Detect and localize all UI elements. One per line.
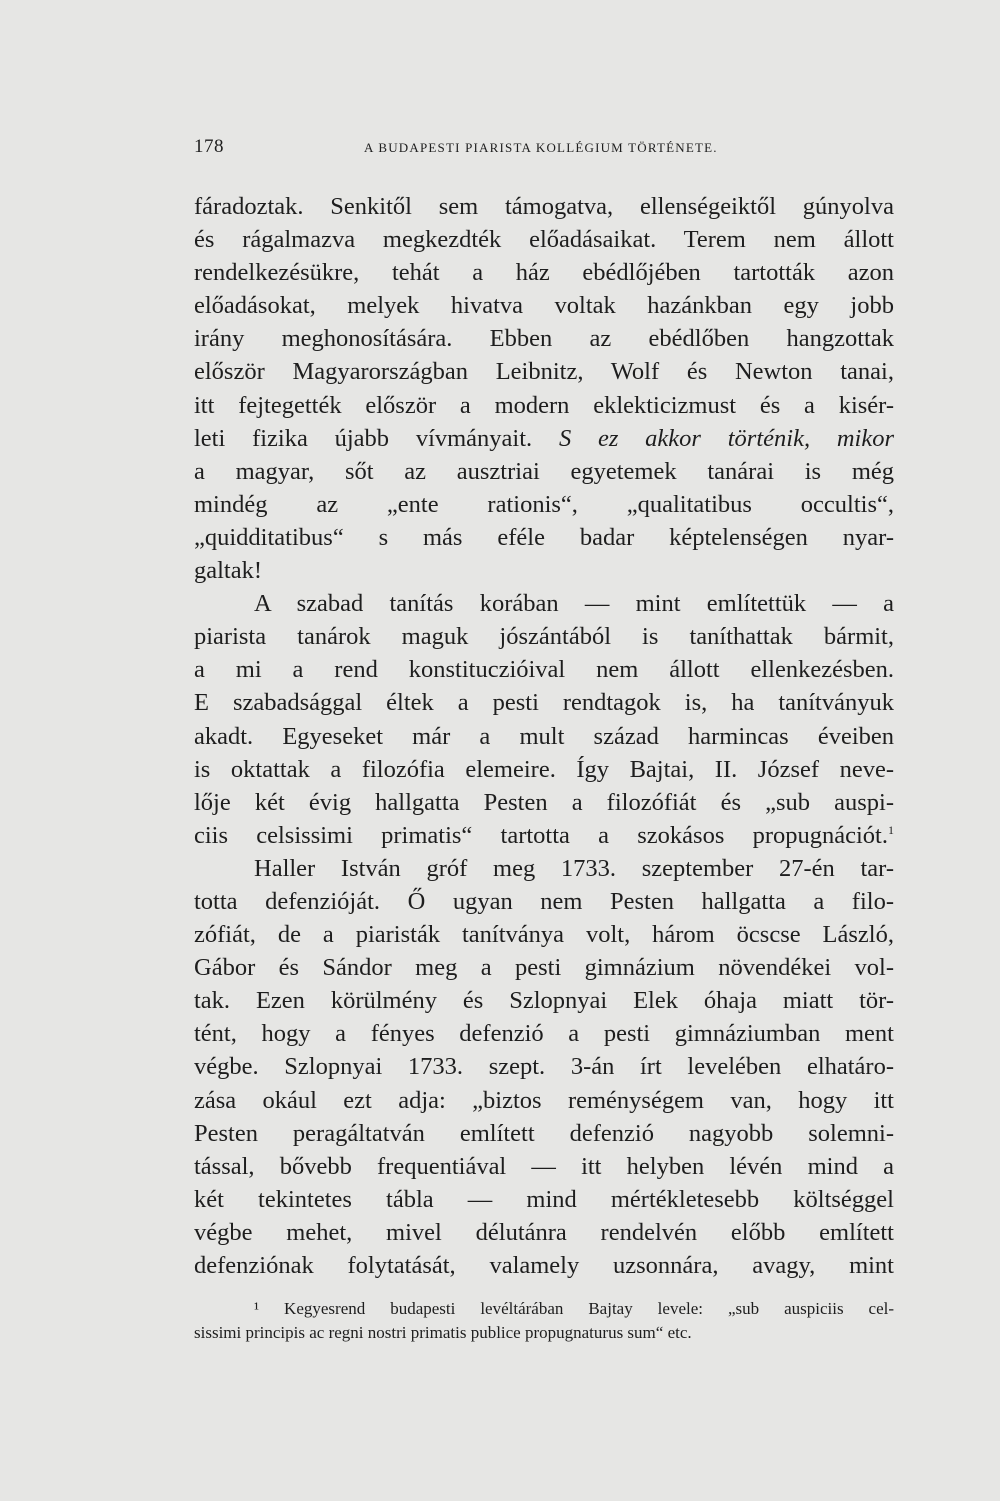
text-line: előadásokat, melyek hivatva voltak hazánkban egy jobb [194,292,894,320]
text-line: két tekintetes tábla — mind mértékletesebb költséggel [194,1185,894,1213]
text-line: akadt. Egyeseket már a mult század harmincas éveiben [194,722,894,750]
text-line-italic: a magyar, sőt az ausztriai egyetemek tanárai is még [194,457,894,485]
text-line: piarista tanárok maguk jószántából is taníthattak bármit, [194,623,894,651]
text-line-mixed [194,422,894,455]
text-line: fáradoztak. Senkitől sem támogatva, ellenségeiktől gúnyolva [194,193,894,220]
text-line: tással, bővebb frequentiával — itt helyben lévén mind a [194,1152,894,1180]
text-line: Pesten peragáltatván említett defenzió nagyobb solemni- [194,1119,894,1147]
text-line: itt fejtegették először a modern eklekticizmust és a kisér- [194,391,894,419]
paragraph-start-line: A szabad tanítás korában — mint említettük — a [254,590,894,618]
text-line: végbe. Szlopnyai 1733. szept. 3-án írt levelében elhatáro- [194,1053,894,1081]
text-line: E szabadsággal éltek a pesti rendtagok is, ha tanítványuk [194,689,894,717]
text-line-italic: galtak! [194,557,263,585]
footnote-line: sissimi principis ac regni nostri primatis publice propugnaturus sum“ etc. [194,1323,692,1342]
running-title: A BUDAPESTI PIARISTA KOLLÉGIUM TÖRTÉNETE. [364,140,718,155]
footnote-reference: 1 [888,822,894,837]
text-line: defenziónak folytatását, valamely uzsonnára, avagy, mint [194,1252,894,1279]
text-line: irány meghonosítására. Ebben az ebédlőben hangzottak [194,325,894,353]
text-line: tak. Ezen körülmény és Szlopnyai Elek óhaja miatt tör- [194,987,894,1015]
text-segment: leti fizika újabb vívmányait. [194,424,533,452]
page-header [194,136,894,160]
text-segment: ciis celsissimi primatis“ tartotta a szokásos propugnációt. [194,821,888,849]
page-number: 178 [194,136,224,157]
text-line: zófiát, de a piaristák tanítványa volt, három öcscse László, [194,921,894,949]
text-line: zása okául ezt adja: „biztos reménységem van, hogy itt [194,1086,894,1114]
text-line: és rágalmazva megkezdték előadásaikat. Terem nem állott [194,226,894,254]
text-line: Gábor és Sándor meg a pesti gimnázium növendékei vol- [194,954,894,982]
text-line-italic: mindég az „ente rationis“, „qualitatibus occultis“, [194,490,894,518]
text-line: lője két évig hallgatta Pesten a filozófiát és „sub auspi- [194,788,894,816]
footnotes [194,1297,894,1345]
paragraph-start-line: Haller István gróf meg 1733. szeptember 27-én tar- [254,854,894,882]
text-line: végbe mehet, mivel délutánra rendelvén előbb említett [194,1218,894,1246]
text-line: is oktattak a filozófia elemeire. Így Bajtai, II. József neve- [194,755,894,783]
text-line: totta defenzióját. Ő ugyan nem Pesten hallgatta a filo- [194,887,894,915]
text-line: a mi a rend konstituczióival nem állott ellenkezésben. [194,656,894,684]
italic-segment: S ez akkor történik, mikor [558,424,894,452]
text-line: először Magyarországban Leibnitz, Wolf és Newton tanai, [194,358,894,386]
text-line: rendelkezésükre, tehát a ház ebédlőjében tartották azon [194,259,894,287]
text-line-italic: „quidditatibus“ s más eféle badar képtelenségen nyar- [194,523,894,551]
footnote-line: ¹ Kegyesrend budapesti levéltárában Bajtay levele: „sub auspiciis cel- [254,1299,894,1318]
text-line: tént, hogy a fényes defenzió a pesti gimnáziumban ment [194,1020,894,1048]
text-line-with-note [194,819,894,852]
body-text [194,190,894,1282]
